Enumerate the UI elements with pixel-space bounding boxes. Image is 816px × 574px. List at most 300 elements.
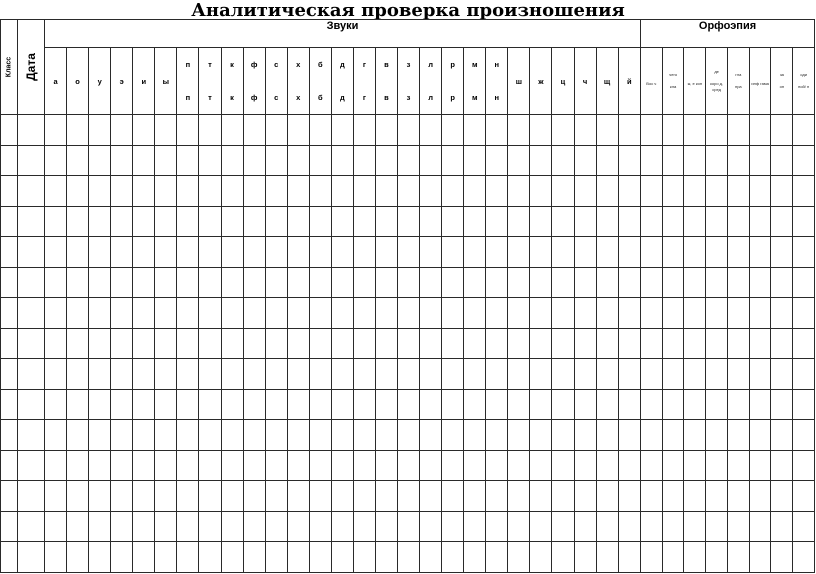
table-cell[interactable]	[596, 450, 618, 481]
table-cell[interactable]	[508, 237, 530, 268]
table-cell[interactable]	[618, 359, 640, 390]
table-cell[interactable]	[287, 450, 309, 481]
table-cell[interactable]	[464, 267, 486, 298]
table-cell[interactable]	[442, 359, 464, 390]
table-cell[interactable]	[420, 267, 442, 298]
table-cell[interactable]	[574, 481, 596, 512]
table-cell[interactable]	[111, 237, 133, 268]
table-cell[interactable]	[662, 176, 684, 207]
table-cell[interactable]	[155, 206, 177, 237]
table-cell[interactable]	[771, 206, 793, 237]
table-cell[interactable]	[398, 542, 420, 573]
table-cell[interactable]	[706, 328, 728, 359]
table-cell[interactable]	[771, 359, 793, 390]
table-cell[interactable]	[706, 267, 728, 298]
table-cell[interactable]	[398, 145, 420, 176]
table-cell[interactable]	[442, 481, 464, 512]
table-cell[interactable]	[89, 450, 111, 481]
table-cell[interactable]	[771, 328, 793, 359]
table-cell[interactable]	[771, 450, 793, 481]
table-cell[interactable]	[45, 511, 67, 542]
table-cell[interactable]	[221, 267, 243, 298]
table-cell[interactable]	[420, 115, 442, 146]
table-cell[interactable]	[353, 389, 375, 420]
table-cell[interactable]	[375, 267, 397, 298]
table-cell[interactable]	[552, 267, 574, 298]
table-cell[interactable]	[18, 359, 45, 390]
table-cell[interactable]	[133, 389, 155, 420]
table-cell[interactable]	[287, 420, 309, 451]
table-cell[interactable]	[508, 450, 530, 481]
table-cell[interactable]	[18, 298, 45, 329]
table-cell[interactable]	[552, 206, 574, 237]
table-cell[interactable]	[111, 206, 133, 237]
table-cell[interactable]	[221, 542, 243, 573]
table-cell[interactable]	[331, 542, 353, 573]
table-cell[interactable]	[727, 542, 749, 573]
table-cell[interactable]	[353, 328, 375, 359]
table-cell[interactable]	[727, 298, 749, 329]
table-cell[interactable]	[420, 450, 442, 481]
table-cell[interactable]	[89, 420, 111, 451]
table-cell[interactable]	[1, 542, 18, 573]
table-cell[interactable]	[1, 328, 18, 359]
table-cell[interactable]	[155, 298, 177, 329]
table-cell[interactable]	[155, 237, 177, 268]
table-cell[interactable]	[111, 298, 133, 329]
table-cell[interactable]	[18, 115, 45, 146]
table-cell[interactable]	[221, 511, 243, 542]
table-cell[interactable]	[486, 359, 508, 390]
table-cell[interactable]	[530, 267, 552, 298]
table-cell[interactable]	[265, 359, 287, 390]
table-cell[interactable]	[18, 389, 45, 420]
table-cell[interactable]	[221, 389, 243, 420]
table-cell[interactable]	[331, 298, 353, 329]
table-cell[interactable]	[662, 145, 684, 176]
table-cell[interactable]	[420, 176, 442, 207]
table-cell[interactable]	[793, 542, 815, 573]
table-cell[interactable]	[1, 176, 18, 207]
table-cell[interactable]	[793, 389, 815, 420]
table-cell[interactable]	[464, 237, 486, 268]
table-cell[interactable]	[508, 389, 530, 420]
table-cell[interactable]	[596, 511, 618, 542]
table-cell[interactable]	[45, 481, 67, 512]
table-cell[interactable]	[353, 176, 375, 207]
table-cell[interactable]	[265, 206, 287, 237]
table-cell[interactable]	[727, 389, 749, 420]
table-cell[interactable]	[177, 115, 199, 146]
table-cell[interactable]	[684, 145, 706, 176]
table-cell[interactable]	[442, 267, 464, 298]
table-cell[interactable]	[199, 359, 221, 390]
table-cell[interactable]	[309, 145, 331, 176]
table-cell[interactable]	[596, 145, 618, 176]
table-cell[interactable]	[398, 267, 420, 298]
table-cell[interactable]	[420, 328, 442, 359]
table-cell[interactable]	[1, 267, 18, 298]
table-cell[interactable]	[574, 450, 596, 481]
table-cell[interactable]	[67, 145, 89, 176]
table-cell[interactable]	[706, 115, 728, 146]
table-cell[interactable]	[398, 359, 420, 390]
table-cell[interactable]	[706, 206, 728, 237]
table-cell[interactable]	[1, 481, 18, 512]
table-cell[interactable]	[177, 542, 199, 573]
table-cell[interactable]	[442, 389, 464, 420]
table-cell[interactable]	[618, 206, 640, 237]
table-cell[interactable]	[420, 389, 442, 420]
table-cell[interactable]	[640, 267, 662, 298]
table-cell[interactable]	[749, 481, 771, 512]
table-cell[interactable]	[420, 542, 442, 573]
table-cell[interactable]	[221, 450, 243, 481]
table-cell[interactable]	[552, 481, 574, 512]
table-cell[interactable]	[486, 298, 508, 329]
table-cell[interactable]	[749, 176, 771, 207]
table-cell[interactable]	[309, 328, 331, 359]
table-cell[interactable]	[309, 267, 331, 298]
table-cell[interactable]	[287, 115, 309, 146]
table-cell[interactable]	[133, 481, 155, 512]
table-cell[interactable]	[618, 542, 640, 573]
table-cell[interactable]	[464, 481, 486, 512]
table-cell[interactable]	[353, 450, 375, 481]
table-cell[interactable]	[331, 115, 353, 146]
table-cell[interactable]	[684, 450, 706, 481]
table-cell[interactable]	[662, 298, 684, 329]
table-cell[interactable]	[552, 145, 574, 176]
table-cell[interactable]	[771, 145, 793, 176]
table-cell[interactable]	[265, 420, 287, 451]
table-cell[interactable]	[265, 176, 287, 207]
table-cell[interactable]	[1, 511, 18, 542]
table-cell[interactable]	[89, 389, 111, 420]
table-cell[interactable]	[18, 420, 45, 451]
table-cell[interactable]	[89, 237, 111, 268]
table-cell[interactable]	[398, 389, 420, 420]
table-cell[interactable]	[771, 115, 793, 146]
table-cell[interactable]	[375, 420, 397, 451]
table-cell[interactable]	[684, 237, 706, 268]
table-cell[interactable]	[552, 420, 574, 451]
table-cell[interactable]	[684, 389, 706, 420]
table-cell[interactable]	[265, 542, 287, 573]
table-cell[interactable]	[243, 420, 265, 451]
table-cell[interactable]	[287, 237, 309, 268]
table-cell[interactable]	[530, 298, 552, 329]
table-cell[interactable]	[243, 298, 265, 329]
table-cell[interactable]	[706, 298, 728, 329]
table-cell[interactable]	[771, 511, 793, 542]
table-cell[interactable]	[331, 237, 353, 268]
table-cell[interactable]	[727, 450, 749, 481]
table-cell[interactable]	[155, 359, 177, 390]
table-cell[interactable]	[552, 542, 574, 573]
table-cell[interactable]	[640, 481, 662, 512]
table-cell[interactable]	[287, 481, 309, 512]
table-cell[interactable]	[177, 511, 199, 542]
table-cell[interactable]	[771, 420, 793, 451]
table-cell[interactable]	[199, 542, 221, 573]
table-cell[interactable]	[464, 206, 486, 237]
table-cell[interactable]	[67, 542, 89, 573]
table-cell[interactable]	[353, 267, 375, 298]
table-cell[interactable]	[618, 450, 640, 481]
table-cell[interactable]	[89, 481, 111, 512]
table-cell[interactable]	[375, 481, 397, 512]
table-cell[interactable]	[375, 328, 397, 359]
table-cell[interactable]	[464, 176, 486, 207]
table-cell[interactable]	[243, 206, 265, 237]
table-cell[interactable]	[771, 389, 793, 420]
table-cell[interactable]	[552, 176, 574, 207]
table-cell[interactable]	[442, 237, 464, 268]
table-cell[interactable]	[18, 237, 45, 268]
table-cell[interactable]	[177, 328, 199, 359]
table-cell[interactable]	[243, 389, 265, 420]
table-cell[interactable]	[530, 481, 552, 512]
table-cell[interactable]	[67, 298, 89, 329]
table-cell[interactable]	[706, 237, 728, 268]
table-cell[interactable]	[111, 450, 133, 481]
table-cell[interactable]	[486, 420, 508, 451]
table-cell[interactable]	[309, 481, 331, 512]
table-cell[interactable]	[398, 115, 420, 146]
table-cell[interactable]	[331, 267, 353, 298]
table-cell[interactable]	[243, 359, 265, 390]
table-cell[interactable]	[287, 511, 309, 542]
table-cell[interactable]	[221, 359, 243, 390]
table-cell[interactable]	[309, 237, 331, 268]
table-cell[interactable]	[111, 115, 133, 146]
table-cell[interactable]	[706, 389, 728, 420]
table-cell[interactable]	[706, 145, 728, 176]
table-cell[interactable]	[1, 359, 18, 390]
table-cell[interactable]	[662, 115, 684, 146]
table-cell[interactable]	[640, 176, 662, 207]
table-cell[interactable]	[111, 328, 133, 359]
table-cell[interactable]	[1, 206, 18, 237]
table-cell[interactable]	[221, 420, 243, 451]
table-cell[interactable]	[67, 267, 89, 298]
table-cell[interactable]	[662, 359, 684, 390]
table-cell[interactable]	[18, 328, 45, 359]
table-cell[interactable]	[662, 420, 684, 451]
table-cell[interactable]	[640, 206, 662, 237]
table-cell[interactable]	[398, 481, 420, 512]
table-cell[interactable]	[111, 389, 133, 420]
table-cell[interactable]	[574, 298, 596, 329]
table-cell[interactable]	[133, 237, 155, 268]
table-cell[interactable]	[662, 481, 684, 512]
table-cell[interactable]	[464, 298, 486, 329]
table-cell[interactable]	[749, 328, 771, 359]
table-cell[interactable]	[530, 176, 552, 207]
table-cell[interactable]	[442, 206, 464, 237]
table-cell[interactable]	[596, 420, 618, 451]
table-cell[interactable]	[442, 328, 464, 359]
table-cell[interactable]	[486, 176, 508, 207]
table-cell[interactable]	[199, 206, 221, 237]
table-cell[interactable]	[749, 542, 771, 573]
table-cell[interactable]	[749, 267, 771, 298]
table-cell[interactable]	[45, 450, 67, 481]
table-cell[interactable]	[793, 206, 815, 237]
table-cell[interactable]	[793, 176, 815, 207]
table-cell[interactable]	[771, 267, 793, 298]
table-cell[interactable]	[265, 389, 287, 420]
table-cell[interactable]	[552, 328, 574, 359]
table-cell[interactable]	[684, 359, 706, 390]
table-cell[interactable]	[398, 176, 420, 207]
table-cell[interactable]	[155, 145, 177, 176]
table-cell[interactable]	[177, 267, 199, 298]
table-cell[interactable]	[596, 542, 618, 573]
table-cell[interactable]	[375, 145, 397, 176]
table-cell[interactable]	[486, 481, 508, 512]
table-cell[interactable]	[398, 450, 420, 481]
table-cell[interactable]	[640, 328, 662, 359]
table-cell[interactable]	[265, 328, 287, 359]
table-cell[interactable]	[155, 328, 177, 359]
table-cell[interactable]	[464, 542, 486, 573]
table-cell[interactable]	[45, 359, 67, 390]
table-cell[interactable]	[464, 359, 486, 390]
table-cell[interactable]	[155, 115, 177, 146]
table-cell[interactable]	[793, 359, 815, 390]
table-cell[interactable]	[442, 176, 464, 207]
table-cell[interactable]	[662, 267, 684, 298]
table-cell[interactable]	[749, 511, 771, 542]
table-cell[interactable]	[287, 145, 309, 176]
table-cell[interactable]	[596, 267, 618, 298]
table-cell[interactable]	[771, 176, 793, 207]
table-cell[interactable]	[375, 450, 397, 481]
table-cell[interactable]	[353, 298, 375, 329]
table-cell[interactable]	[1, 237, 18, 268]
table-cell[interactable]	[1, 115, 18, 146]
table-cell[interactable]	[662, 450, 684, 481]
table-cell[interactable]	[574, 511, 596, 542]
table-cell[interactable]	[243, 511, 265, 542]
table-cell[interactable]	[353, 511, 375, 542]
table-cell[interactable]	[45, 420, 67, 451]
table-cell[interactable]	[640, 359, 662, 390]
table-cell[interactable]	[133, 511, 155, 542]
table-cell[interactable]	[706, 481, 728, 512]
table-cell[interactable]	[353, 481, 375, 512]
table-cell[interactable]	[727, 481, 749, 512]
table-cell[interactable]	[793, 328, 815, 359]
table-cell[interactable]	[640, 511, 662, 542]
table-cell[interactable]	[398, 237, 420, 268]
table-cell[interactable]	[89, 145, 111, 176]
table-cell[interactable]	[67, 420, 89, 451]
table-cell[interactable]	[640, 237, 662, 268]
table-cell[interactable]	[221, 145, 243, 176]
table-cell[interactable]	[640, 145, 662, 176]
table-cell[interactable]	[793, 115, 815, 146]
table-cell[interactable]	[530, 359, 552, 390]
table-cell[interactable]	[508, 511, 530, 542]
table-cell[interactable]	[265, 115, 287, 146]
table-cell[interactable]	[486, 237, 508, 268]
table-cell[interactable]	[684, 298, 706, 329]
table-cell[interactable]	[309, 298, 331, 329]
table-cell[interactable]	[1, 420, 18, 451]
table-cell[interactable]	[596, 206, 618, 237]
table-cell[interactable]	[596, 389, 618, 420]
table-cell[interactable]	[442, 542, 464, 573]
table-cell[interactable]	[111, 542, 133, 573]
table-cell[interactable]	[133, 206, 155, 237]
table-cell[interactable]	[375, 389, 397, 420]
table-cell[interactable]	[442, 115, 464, 146]
table-cell[interactable]	[133, 328, 155, 359]
table-cell[interactable]	[133, 542, 155, 573]
table-cell[interactable]	[640, 389, 662, 420]
table-cell[interactable]	[749, 298, 771, 329]
table-cell[interactable]	[155, 389, 177, 420]
table-cell[interactable]	[706, 450, 728, 481]
table-cell[interactable]	[177, 145, 199, 176]
table-cell[interactable]	[508, 328, 530, 359]
table-cell[interactable]	[662, 542, 684, 573]
table-cell[interactable]	[486, 267, 508, 298]
table-cell[interactable]	[89, 328, 111, 359]
table-cell[interactable]	[749, 115, 771, 146]
table-cell[interactable]	[67, 481, 89, 512]
table-cell[interactable]	[749, 389, 771, 420]
table-cell[interactable]	[574, 420, 596, 451]
table-cell[interactable]	[508, 145, 530, 176]
table-cell[interactable]	[574, 542, 596, 573]
table-cell[interactable]	[530, 145, 552, 176]
table-cell[interactable]	[486, 115, 508, 146]
table-cell[interactable]	[221, 237, 243, 268]
table-cell[interactable]	[727, 267, 749, 298]
table-cell[interactable]	[18, 267, 45, 298]
table-cell[interactable]	[353, 206, 375, 237]
table-cell[interactable]	[287, 389, 309, 420]
table-cell[interactable]	[684, 115, 706, 146]
table-cell[interactable]	[749, 450, 771, 481]
table-cell[interactable]	[486, 542, 508, 573]
table-cell[interactable]	[508, 298, 530, 329]
table-cell[interactable]	[67, 389, 89, 420]
table-cell[interactable]	[727, 420, 749, 451]
table-cell[interactable]	[640, 115, 662, 146]
table-cell[interactable]	[684, 328, 706, 359]
table-cell[interactable]	[442, 145, 464, 176]
table-cell[interactable]	[662, 389, 684, 420]
table-cell[interactable]	[199, 450, 221, 481]
table-cell[interactable]	[727, 511, 749, 542]
table-cell[interactable]	[464, 389, 486, 420]
table-cell[interactable]	[243, 176, 265, 207]
table-cell[interactable]	[353, 420, 375, 451]
table-cell[interactable]	[67, 115, 89, 146]
table-cell[interactable]	[596, 359, 618, 390]
table-cell[interactable]	[199, 115, 221, 146]
table-cell[interactable]	[1, 450, 18, 481]
table-cell[interactable]	[706, 542, 728, 573]
table-cell[interactable]	[177, 481, 199, 512]
table-cell[interactable]	[45, 328, 67, 359]
table-cell[interactable]	[375, 176, 397, 207]
